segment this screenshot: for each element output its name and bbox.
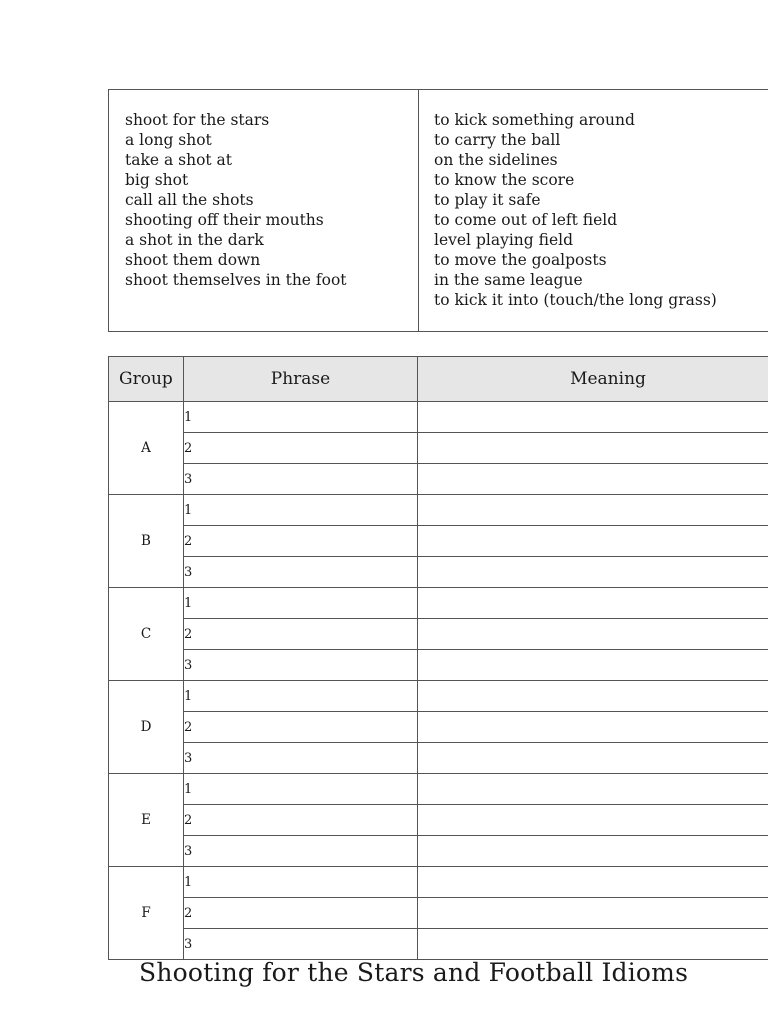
group-label: C — [109, 588, 184, 681]
idiom-item: to know the score — [434, 171, 575, 189]
word-box-divider — [418, 90, 419, 331]
table-row — [109, 898, 768, 929]
group-label: E — [109, 774, 184, 867]
header-phrase: Phrase — [184, 357, 418, 402]
meaning-cell[interactable] — [418, 898, 768, 929]
phrase-cell[interactable]: 3 — [184, 836, 418, 867]
phrase-cell[interactable]: 3 — [184, 557, 418, 588]
meaning-cell[interactable] — [418, 805, 768, 836]
table-row — [109, 836, 768, 867]
idiom-list-left — [125, 110, 347, 290]
table-row — [109, 743, 768, 774]
idiom-item: shoot them down — [125, 251, 261, 269]
phrase-cell[interactable]: 3 — [184, 929, 418, 960]
table-row — [109, 929, 768, 960]
phrase-cell[interactable]: 1 — [184, 681, 418, 712]
matching-table — [108, 356, 768, 960]
idiom-item: to move the goalposts — [434, 251, 607, 269]
worksheet-title: Shooting for the Stars and Football Idioms — [139, 958, 689, 987]
group-label: D — [109, 681, 184, 774]
idiom-item: a shot in the dark — [125, 231, 264, 249]
phrase-cell[interactable]: 1 — [184, 774, 418, 805]
idiom-item: a long shot — [125, 131, 212, 149]
meaning-cell[interactable] — [418, 650, 768, 681]
idiom-item: on the sidelines — [434, 151, 558, 169]
meaning-cell[interactable] — [418, 526, 768, 557]
meaning-cell[interactable] — [418, 557, 768, 588]
idiom-item: shoot themselves in the foot — [125, 271, 347, 289]
phrase-cell[interactable]: 1 — [184, 495, 418, 526]
table-row — [109, 557, 768, 588]
meaning-cell[interactable] — [418, 495, 768, 526]
group-label: F — [109, 867, 184, 960]
phrase-cell[interactable]: 2 — [184, 898, 418, 929]
meaning-cell[interactable] — [418, 836, 768, 867]
table-row — [109, 681, 768, 712]
meaning-cell[interactable] — [418, 619, 768, 650]
idiom-item: level playing field — [434, 231, 574, 249]
phrase-cell[interactable]: 1 — [184, 867, 418, 898]
meaning-cell[interactable] — [418, 743, 768, 774]
meaning-cell[interactable] — [418, 774, 768, 805]
table-row — [109, 402, 768, 433]
table-row — [109, 588, 768, 619]
table-row — [109, 712, 768, 743]
idiom-item: shoot for the stars — [125, 111, 270, 129]
group-label: A — [109, 402, 184, 495]
idiom-list-right — [434, 110, 717, 310]
phrase-cell[interactable]: 2 — [184, 619, 418, 650]
table-row — [109, 619, 768, 650]
phrase-cell[interactable]: 1 — [184, 402, 418, 433]
phrase-cell[interactable]: 3 — [184, 650, 418, 681]
meaning-cell[interactable] — [418, 681, 768, 712]
group-label: B — [109, 495, 184, 588]
phrase-cell[interactable]: 3 — [184, 743, 418, 774]
phrase-cell[interactable]: 2 — [184, 805, 418, 836]
table-row — [109, 526, 768, 557]
idiom-word-box — [108, 89, 768, 332]
idiom-item: in the same league — [434, 271, 583, 289]
table-row — [109, 805, 768, 836]
idiom-item: big shot — [125, 171, 189, 189]
meaning-cell[interactable] — [418, 433, 768, 464]
idiom-item: call all the shots — [125, 191, 254, 209]
meaning-cell[interactable] — [418, 867, 768, 898]
table-header-row — [109, 357, 768, 402]
meaning-cell[interactable] — [418, 588, 768, 619]
table-row — [109, 464, 768, 495]
table-row — [109, 495, 768, 526]
phrase-cell[interactable]: 1 — [184, 588, 418, 619]
idiom-item: shooting off their mouths — [125, 211, 324, 229]
table-row — [109, 650, 768, 681]
phrase-cell[interactable]: 2 — [184, 712, 418, 743]
idiom-item: to play it safe — [434, 191, 541, 209]
meaning-cell[interactable] — [418, 402, 768, 433]
idiom-item: to carry the ball — [434, 131, 561, 149]
table-row — [109, 433, 768, 464]
header-group: Group — [109, 357, 184, 402]
meaning-cell[interactable] — [418, 464, 768, 495]
table-row — [109, 867, 768, 898]
idiom-item: to kick it into (touch/the long grass) — [434, 291, 717, 309]
meaning-cell[interactable] — [418, 929, 768, 960]
idiom-item: to kick something around — [434, 111, 635, 129]
meaning-cell[interactable] — [418, 712, 768, 743]
table-row — [109, 774, 768, 805]
phrase-cell[interactable]: 2 — [184, 526, 418, 557]
idiom-item: to come out of left field — [434, 211, 618, 229]
phrase-cell[interactable]: 2 — [184, 433, 418, 464]
phrase-cell[interactable]: 3 — [184, 464, 418, 495]
idiom-item: take a shot at — [125, 151, 233, 169]
header-meaning: Meaning — [418, 357, 768, 402]
